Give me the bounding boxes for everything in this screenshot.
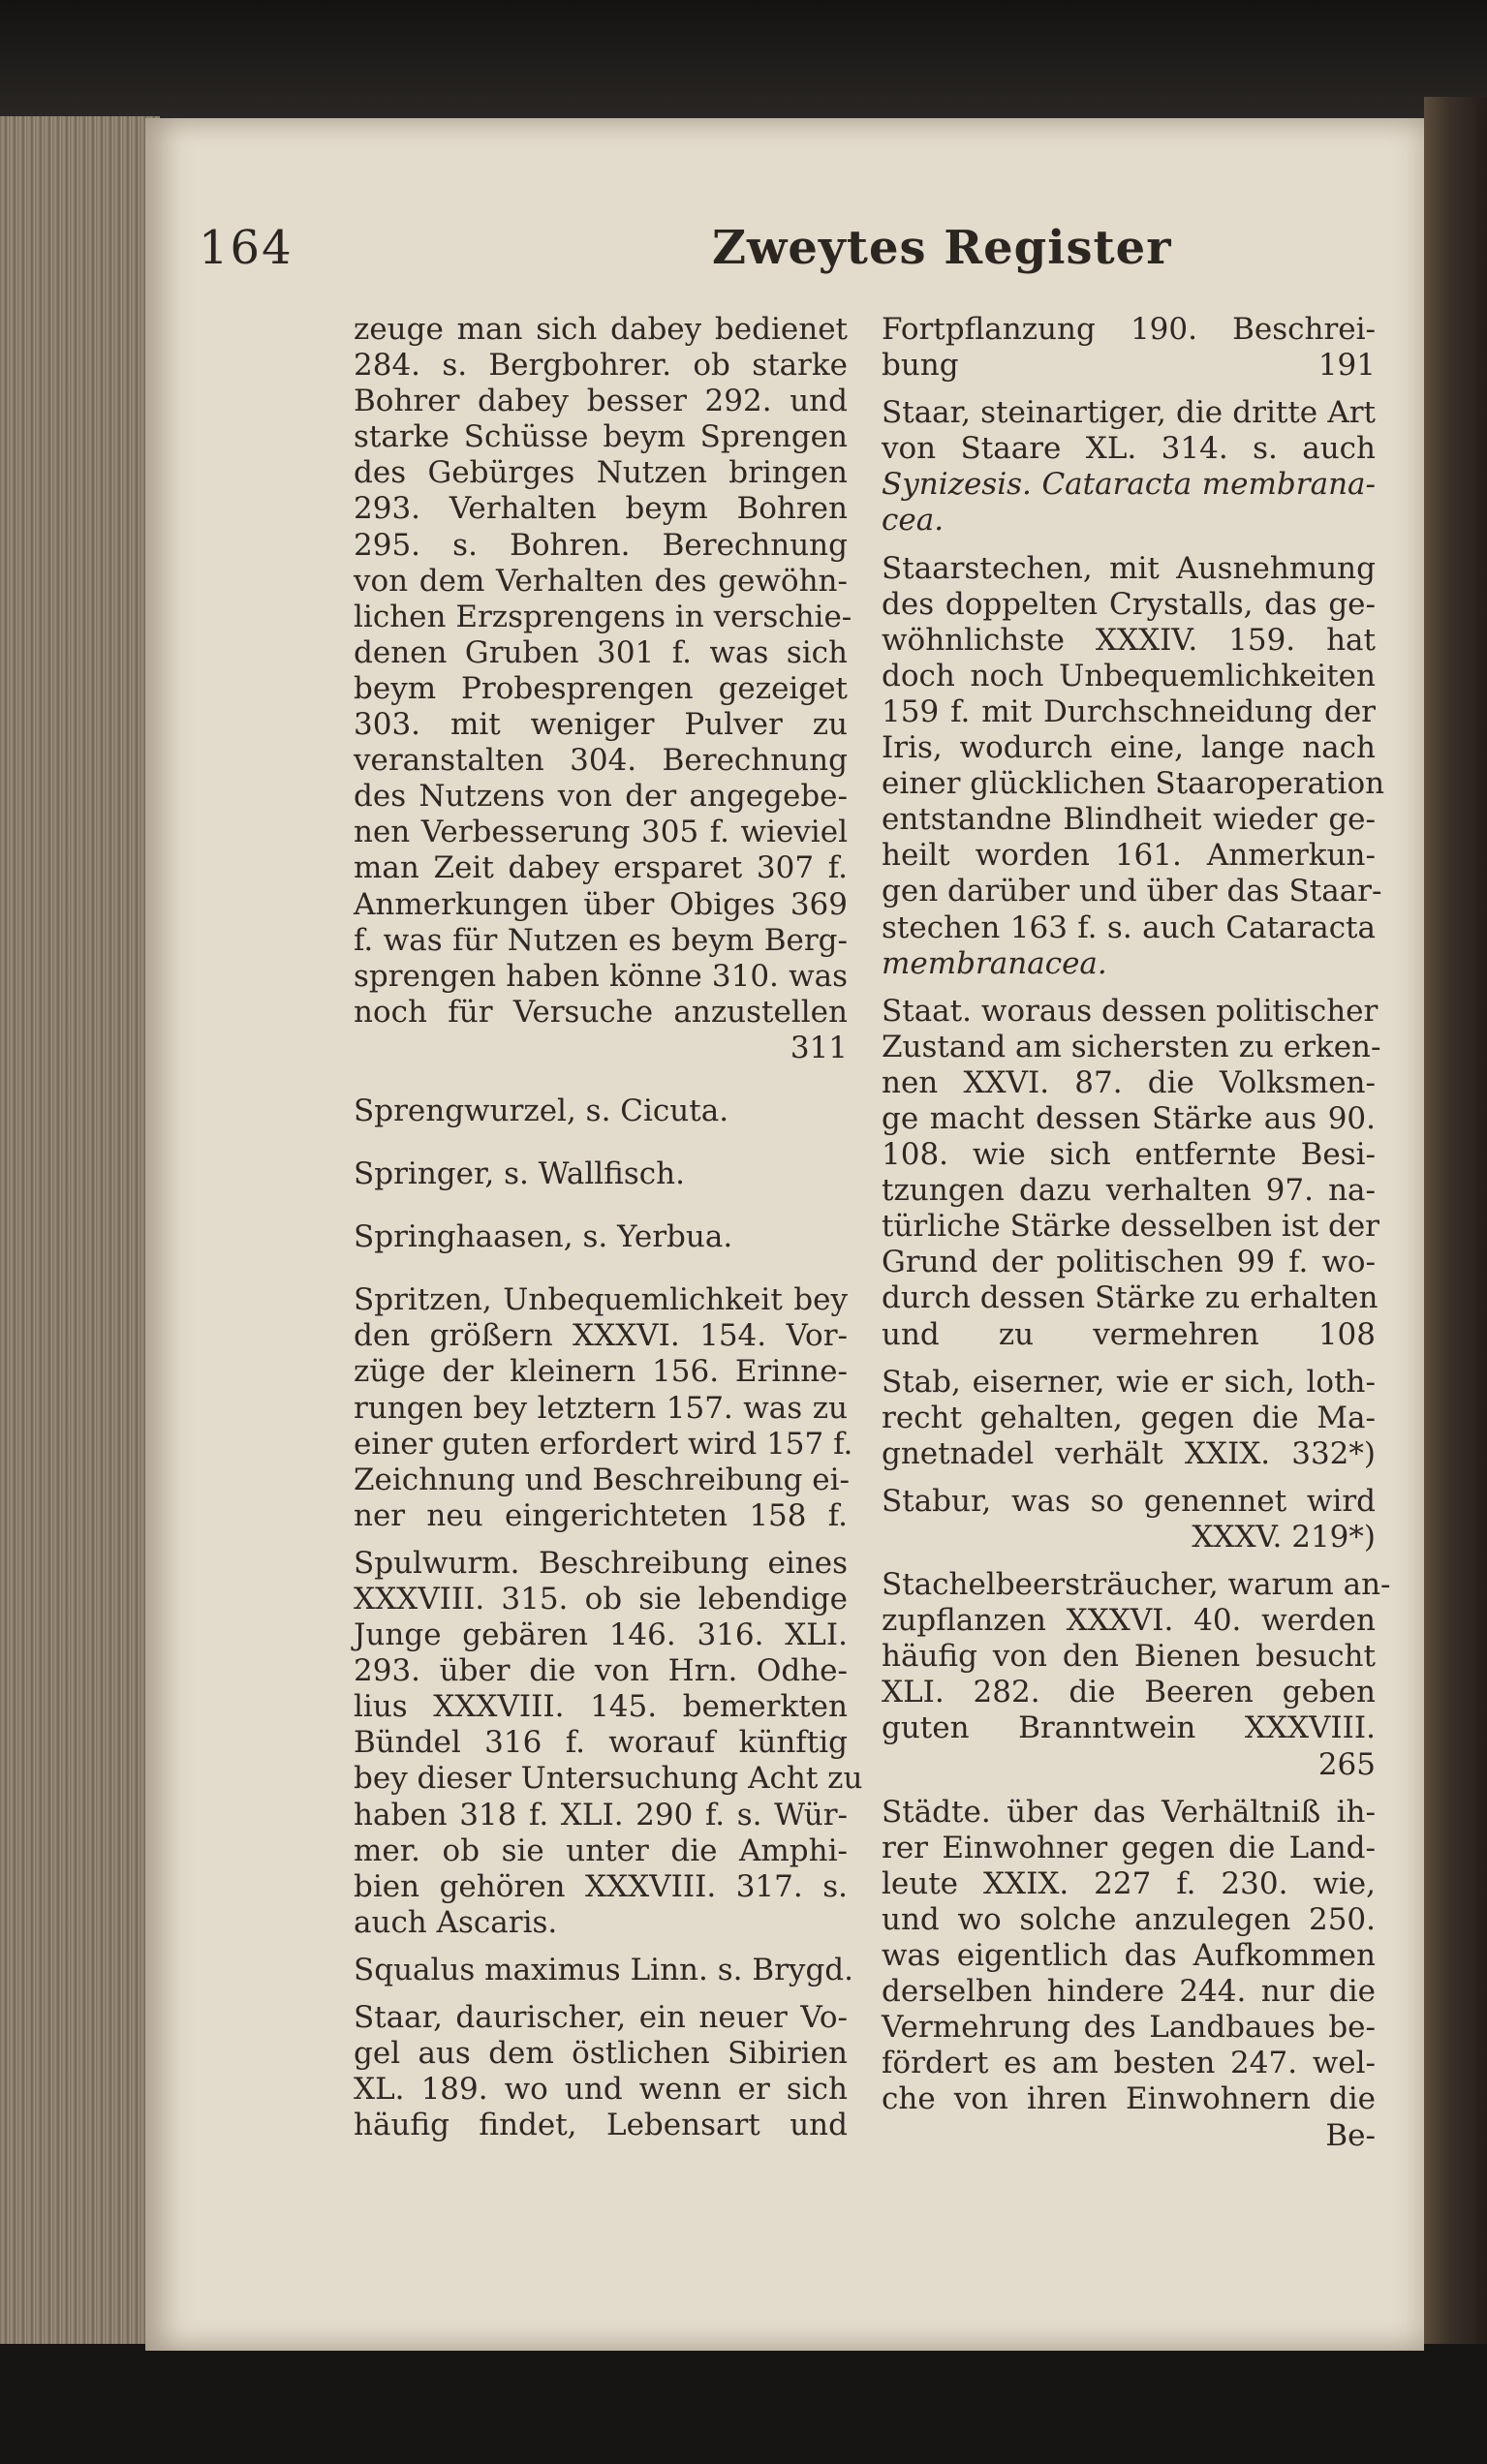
- index-entry: [882, 1567, 1391, 1783]
- index-entry: [354, 1952, 853, 1988]
- entry-line: 284. s. Bergbohrer. ob starke: [354, 348, 848, 384]
- entry-line: 311: [790, 1030, 848, 1065]
- entry-line: XLI. 282. die Beeren geben: [882, 1675, 1376, 1710]
- index-entry: [882, 1795, 1376, 2154]
- entry-line: Stab, eiserner, wie er sich, loth-: [882, 1364, 1376, 1400]
- entry-line: Vermehrung des Landbaues be-: [882, 2010, 1376, 2046]
- entry-line: gnetnadel verhält XXIX. 332*): [882, 1435, 1376, 1471]
- entry-line: Spulwurm. Beschreibung eines: [354, 1545, 848, 1581]
- index-entry: [354, 1156, 848, 1192]
- background-top: [0, 0, 1487, 121]
- entry-line: Sprengwurzel, s. Cicuta.: [354, 1093, 729, 1128]
- entry-line: f. was für Nutzen es beym Berg-: [354, 922, 848, 958]
- entry-line: und wo solche anzulegen 250.: [882, 1901, 1376, 1937]
- entry-line: recht gehalten, gegen die Ma-: [882, 1400, 1376, 1435]
- entry-line: fördert es am besten 247. wel-: [882, 2046, 1376, 2081]
- book-page-edges: [0, 116, 160, 2344]
- entry-line: lius XXXVIII. 145. bemerkten: [354, 1689, 848, 1725]
- entry-line: durch dessen Stärke zu erhalten: [882, 1280, 1379, 1316]
- entry-line: haben 318 f. XLI. 290 f. s. Wür-: [354, 1797, 848, 1833]
- entry-line: rungen bey letztern 157. was zu: [354, 1390, 848, 1426]
- entry-line: Spritzen, Unbequemlichkeit bey: [354, 1282, 848, 1318]
- entry-line: XL. 189. wo und wenn er sich: [354, 2072, 848, 2108]
- entry-line: und zu vermehren 108: [882, 1316, 1376, 1352]
- index-entry: [882, 550, 1385, 982]
- entry-line: 159 f. mit Durchschneidung der: [882, 693, 1376, 729]
- entry-line: cea.: [882, 503, 945, 539]
- index-entry: [354, 1219, 848, 1255]
- right-column: [882, 312, 1391, 2166]
- entry-line: züge der kleinern 156. Erinne-: [354, 1354, 848, 1390]
- entry-line: rer Einwohner gegen die Land-: [882, 1830, 1376, 1865]
- entry-line: XXXV. 219*): [1192, 1520, 1376, 1555]
- entry-line: 303. mit weniger Pulver zu: [354, 707, 848, 743]
- index-entry: [354, 1545, 863, 1941]
- entry-line: Staat. woraus dessen politischer: [882, 993, 1379, 1029]
- index-entry: [882, 312, 1376, 384]
- entry-line: was eigentlich das Aufkommen: [882, 1938, 1376, 1974]
- background-bottom: [0, 2344, 1487, 2464]
- index-entry: [882, 993, 1381, 1353]
- entry-line: zeuge man sich dabey bedienet: [354, 312, 848, 347]
- entry-line: türliche Stärke desselben ist der: [882, 1209, 1379, 1245]
- entry-line: bey dieser Untersuchung Acht zu: [354, 1761, 863, 1797]
- entry-line: zupflanzen XXXVI. 40. werden: [882, 1603, 1376, 1639]
- entry-line: Zeichnung und Beschreibung ei-: [354, 1462, 850, 1497]
- entry-line: lichen Erzsprengens in verschie-: [354, 599, 852, 634]
- entry-line: beym Probesprengen gezeiget: [354, 670, 848, 706]
- entry-line: Springhaasen, s. Yerbua.: [354, 1219, 733, 1255]
- entry-line: 265: [1317, 1746, 1376, 1782]
- entry-line: Iris, wodurch eine, lange nach: [882, 730, 1376, 766]
- entry-line: 293. über die von Hrn. Odhe-: [354, 1653, 848, 1689]
- entry-line: derselben hindere 244. nur die: [882, 1974, 1376, 2010]
- entry-line: des Gebürges Nutzen bringen: [354, 455, 848, 491]
- index-entry: [354, 2000, 848, 2143]
- entry-line: Bündel 316 f. worauf künftig: [354, 1725, 848, 1761]
- entry-line: gen darüber und über das Staar-: [882, 874, 1382, 909]
- entry-line: des Nutzens von der angegebe-: [354, 779, 848, 815]
- entry-line: bung 191: [882, 348, 1376, 384]
- entry-line: heilt worden 161. Anmerkun-: [882, 838, 1376, 874]
- entry-line: mer. ob sie unter die Amphi-: [354, 1833, 848, 1868]
- entry-line: Squalus maximus Linn. s. Brygd.: [354, 1952, 853, 1987]
- entry-line: sprengen haben könne 310. was: [354, 958, 848, 994]
- entry-line: Be-: [1325, 2117, 1376, 2153]
- entry-line: Junge gebären 146. 316. XLI.: [354, 1617, 848, 1653]
- entry-line: Stachelbeersträucher, warum an-: [882, 1567, 1391, 1603]
- entry-line: einer guten erfordert wird 157 f.: [354, 1426, 853, 1462]
- entry-line: Staarstechen, mit Ausnehmung: [882, 550, 1376, 586]
- entry-line: Stabur, was so genennet wird: [882, 1483, 1376, 1519]
- entry-line: von dem Verhalten des gewöhn-: [354, 563, 848, 599]
- entry-line: veranstalten 304. Berechnung: [354, 743, 848, 779]
- entry-line: Städte. über das Verhältniß ih-: [882, 1794, 1376, 1830]
- entry-line: wöhnlichste XXXIV. 159. hat: [882, 622, 1376, 658]
- entry-line: häufig von den Bienen besucht: [882, 1639, 1376, 1675]
- index-entry: [354, 312, 852, 1066]
- entry-line: Synizesis. Cataracta membrana-: [882, 467, 1376, 503]
- index-entry: [882, 395, 1376, 539]
- entry-line: Bohrer dabey besser 292. und: [354, 384, 848, 419]
- entry-line: nen Verbesserung 305 f. wieviel: [354, 815, 848, 850]
- entry-line: bien gehören XXXVIII. 317. s.: [354, 1868, 848, 1904]
- index-entry: [882, 1484, 1376, 1555]
- entry-line: tzungen dazu verhalten 97. na-: [882, 1173, 1376, 1209]
- entry-line: membranacea.: [882, 945, 1107, 981]
- entry-line: nen XXVI. 87. die Volksmen-: [882, 1064, 1376, 1100]
- entry-line: einer glücklichen Staaroperation: [882, 766, 1385, 802]
- entry-line: auch Ascaris.: [354, 1904, 558, 1940]
- entry-line: starke Schüsse beym Sprengen: [354, 419, 848, 455]
- page-number: 164: [199, 221, 294, 275]
- entry-line: Fortpflanzung 190. Beschrei-: [882, 312, 1376, 347]
- entry-line: Zustand am sichersten zu erken-: [882, 1029, 1381, 1064]
- entry-line: 108. wie sich entfernte Besi-: [882, 1137, 1376, 1173]
- entry-line: häufig findet, Lebensart und: [354, 2108, 848, 2143]
- entry-line: Staar, steinartiger, die dritte Art: [882, 395, 1376, 431]
- entry-line: man Zeit dabey ersparet 307 f.: [354, 850, 848, 886]
- index-entry: [354, 1093, 848, 1129]
- running-head: Zweytes Register: [712, 221, 1172, 275]
- entry-line: gel aus dem östlichen Sibirien: [354, 2036, 848, 2072]
- entry-line: XXXVIII. 315. ob sie lebendige: [354, 1582, 848, 1617]
- entry-line: Springer, s. Wallfisch.: [354, 1156, 685, 1192]
- entry-line: ge macht dessen Stärke aus 90.: [882, 1100, 1376, 1136]
- entry-line: Anmerkungen über Obiges 369: [354, 886, 848, 922]
- left-column: [354, 312, 863, 2155]
- entry-line: stechen 163 f. s. auch Cataracta: [882, 909, 1376, 945]
- entry-line: 295. s. Bohren. Berechnung: [354, 527, 848, 563]
- entry-line: 293. Verhalten beym Bohren: [354, 491, 848, 527]
- entry-line: den größern XXXVI. 154. Vor-: [354, 1318, 848, 1354]
- index-entry: [882, 1365, 1376, 1472]
- entry-line: che von ihren Einwohnern die: [882, 2081, 1376, 2117]
- entry-line: des doppelten Crystalls, das ge-: [882, 586, 1376, 622]
- entry-line: entstandne Blindheit wieder ge-: [882, 802, 1376, 838]
- entry-line: Staar, daurischer, ein neuer Vo-: [354, 2000, 848, 2036]
- entry-line: noch für Versuche anzustellen: [354, 994, 848, 1030]
- entry-line: Grund der politischen 99 f. wo-: [882, 1245, 1376, 1280]
- entry-line: leute XXIX. 227 f. 230. wie,: [882, 1865, 1376, 1901]
- book-right-edge: [1424, 97, 1487, 2363]
- index-entry: [354, 1282, 853, 1534]
- entry-line: ner neu eingerichteten 158 f.: [354, 1497, 848, 1533]
- entry-line: von Staare XL. 314. s. auch: [882, 431, 1376, 467]
- entry-line: denen Gruben 301 f. was sich: [354, 634, 848, 670]
- entry-line: guten Branntwein XXXVIII.: [882, 1710, 1376, 1746]
- entry-line: doch noch Unbequemlichkeiten: [882, 658, 1376, 693]
